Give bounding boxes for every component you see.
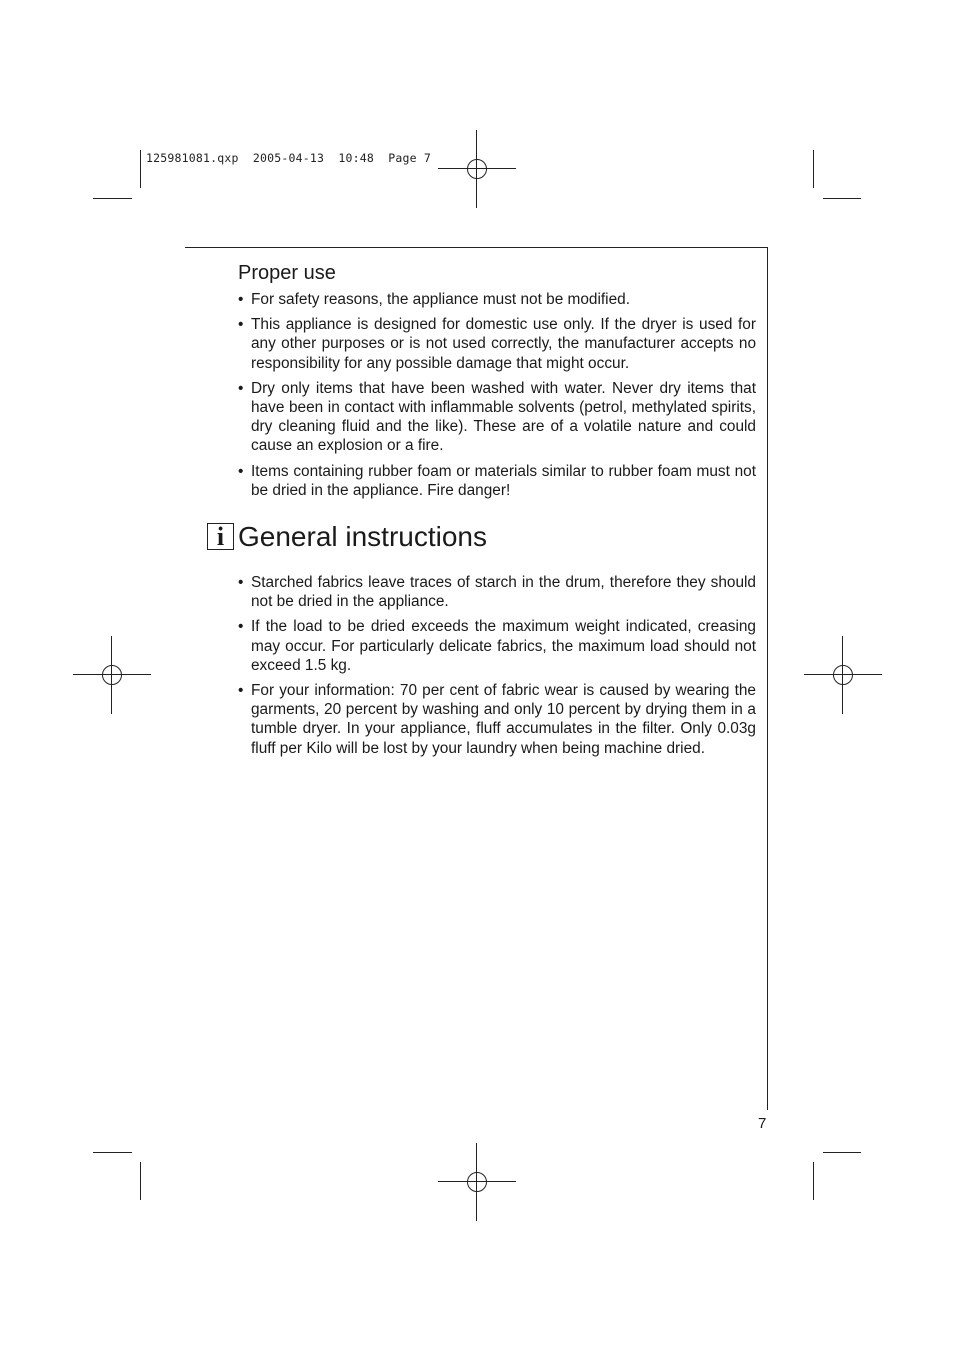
- list-item: • For safety reasons, the appliance must not be modified.: [238, 290, 756, 309]
- crop-mark: [93, 1152, 132, 1153]
- general-instructions-section: [238, 573, 756, 764]
- proper-use-section: [238, 262, 756, 506]
- crop-mark: [813, 1162, 814, 1200]
- list-item: • For your information: 70 per cent of fabric wear is caused by wearing the garments, 20 percent by washing and only 10 percent by drying them in a tumble dryer. In your appliance, fluff accumulates in the filter. Only 0.03g fluff per Kilo will be lost by your laundry when being machine dried.: [238, 681, 756, 758]
- crop-mark: [823, 198, 861, 199]
- general-instructions-heading: General instructions: [238, 521, 488, 552]
- registration-mark-right: [804, 636, 882, 714]
- list-item: • This appliance is designed for domestic use only. If the dryer is used for any other purposes or is not used correctly, the manufacturer accepts no responsibility for any possible damage that might occur.: [238, 315, 756, 373]
- info-icon: i: [207, 523, 234, 550]
- general-instructions-list: [238, 573, 756, 758]
- registration-mark-top: [438, 130, 516, 208]
- list-item: • Starched fabrics leave traces of starch in the drum, therefore they should not be dried in the appliance.: [238, 573, 756, 611]
- page-frame-right-rule: [767, 247, 768, 1110]
- general-instructions-heading-wrap: [238, 521, 756, 553]
- proper-use-heading: Proper use: [238, 262, 336, 284]
- page-number: 7: [758, 1115, 767, 1132]
- crop-mark: [93, 198, 132, 199]
- proper-use-list: [238, 290, 756, 500]
- list-item: • Dry only items that have been washed with water. Never dry items that have been in contact with inflammable solvents (petrol, methylated spirits, dry cleaning fluid and the like). These are of a volatile nature and could cause an explosion or a fire.: [238, 379, 756, 456]
- registration-mark-bottom: [438, 1143, 516, 1221]
- crop-mark: [813, 150, 814, 188]
- crop-mark: [140, 150, 141, 188]
- list-item: • If the load to be dried exceeds the maximum weight indicated, creasing may occur. For particularly delicate fabrics, the maximum load should not exceed 1.5 kg.: [238, 617, 756, 675]
- crop-mark: [823, 1152, 861, 1153]
- print-slug: 125981081.qxp 2005-04-13 10:48 Page 7: [146, 151, 431, 165]
- page-frame-top-rule: [185, 247, 768, 248]
- registration-mark-left: [73, 636, 151, 714]
- list-item: • Items containing rubber foam or materials similar to rubber foam must not be dried in the appliance. Fire danger!: [238, 462, 756, 500]
- crop-mark: [140, 1162, 141, 1200]
